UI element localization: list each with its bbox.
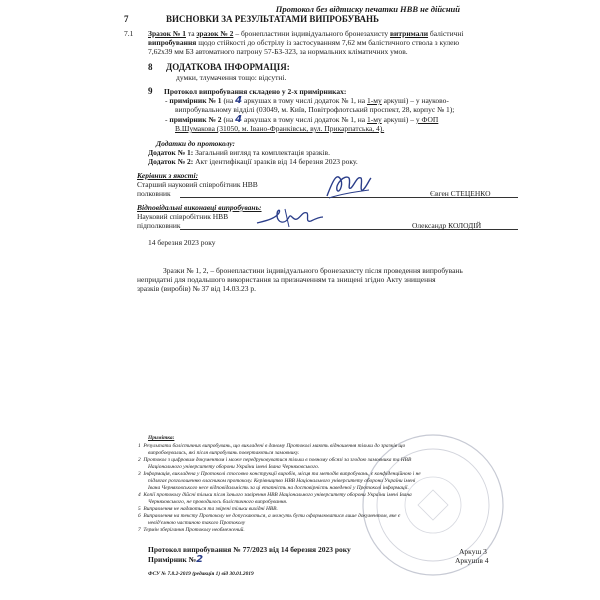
executor-signature-icon bbox=[255, 205, 325, 231]
section-7-1-number: 7.1 bbox=[124, 29, 134, 38]
note-text: Термін зберігання Протоколу необмежений. bbox=[143, 527, 245, 533]
appendix-2-label: Додаток № 2: bbox=[148, 157, 194, 166]
samples-note-line-2: непридатні для подальшого використання за призначенням та знищені згідно Акту знищення bbox=[137, 275, 436, 284]
bullet: - bbox=[165, 115, 170, 124]
section-7-title: ВИСНОВКИ ЗА РЕЗУЛЬТАТАМИ ВИПРОБУВАНЬ bbox=[166, 14, 379, 24]
note-text: Виправлення не надаються та звірені тільки вихідні НВВ. bbox=[143, 506, 278, 512]
appendix-2 bbox=[148, 157, 358, 166]
copy-1-text-a: (на bbox=[221, 96, 236, 105]
note-item bbox=[138, 443, 510, 450]
bullet: - bbox=[165, 96, 170, 105]
note-text: Результати балістичних випробувань, що викладені в даному Протоколі мають відношення тільки до зразків що bbox=[143, 443, 406, 449]
executor-position: Науковий співробітник НВВ bbox=[137, 212, 229, 221]
footer-sheets: Аркушів 4 bbox=[455, 556, 489, 565]
appendix-1 bbox=[148, 148, 330, 157]
copy-1-sheet: 1-му bbox=[366, 96, 382, 105]
sample-2-label: зразок № 2 bbox=[196, 29, 234, 38]
notes-title: Примітка: bbox=[148, 435, 175, 441]
copy-2-text-a: (на bbox=[221, 115, 236, 124]
note-item bbox=[138, 527, 510, 534]
copy-2-handwritten-count: 4 bbox=[235, 114, 243, 125]
copy-2-text-c: аркуші) – bbox=[381, 115, 416, 124]
note-number: 4 bbox=[138, 492, 141, 498]
conclusion-line-3: 7,62х39 мм БЗ автоматного патрону 57-БЗ-323, за нормальних кліматичних умов. bbox=[148, 47, 408, 56]
footer-copy bbox=[148, 555, 203, 564]
samples-note-line-3: зразків (виробів) № 37 від 14.03.23 р. bbox=[137, 284, 256, 293]
section-8-number: 8 bbox=[148, 62, 153, 72]
note-item-cont: невід'ємною частиною такого Протоколу bbox=[148, 520, 246, 526]
footer-form: ФСУ № 7.8.2-2019 (редакція 1) від 30.01.2019 bbox=[148, 571, 254, 577]
appendices-title: Додатки до протоколу: bbox=[156, 139, 235, 148]
quality-head-rank: полковник bbox=[137, 189, 171, 198]
executors-title: Відповідальні виконавці випробувань: bbox=[137, 203, 262, 212]
note-number: 6 bbox=[138, 513, 141, 519]
executor-name: Олександр КОЛОДІЙ bbox=[412, 221, 482, 230]
note-item-cont: випробовувались, які після випробувань повертаються замовнику. bbox=[148, 450, 300, 456]
section-9-number: 9 bbox=[148, 86, 153, 96]
quality-head-name: Євген СТЕЦЕНКО bbox=[430, 189, 491, 198]
appendix-1-text: Загальний вигляд та комплектація зразків. bbox=[193, 148, 330, 157]
conclusion-and: та bbox=[185, 29, 197, 38]
copy-2-line-2: В.Шумакова (31050, м. Івано-Франківськ, вул. Прикарпатська, 4). bbox=[175, 124, 385, 133]
conclusion-line-1 bbox=[148, 29, 463, 38]
conclusion-text-b: балістичні bbox=[428, 29, 464, 38]
note-item bbox=[138, 492, 510, 499]
footer-copy-handwritten: 2 bbox=[196, 554, 204, 565]
quality-head-title: Керівник з якості: bbox=[137, 171, 199, 180]
note-text: Виправлення на тексту Протоколу не допускаються, а можуть бути оформлюватися лише документом, яке є bbox=[143, 513, 401, 519]
note-number: 3 bbox=[138, 471, 141, 477]
footer-protocol: Протокол випробування № 77/2023 від 14 березня 2023 року bbox=[148, 545, 351, 554]
note-item bbox=[138, 513, 510, 520]
executor-rank: підполковник bbox=[137, 221, 181, 230]
additional-info-text: думки, тлумачення тощо: відсутні. bbox=[176, 73, 287, 82]
notes-list bbox=[138, 443, 510, 534]
conclusion-line-2 bbox=[148, 38, 459, 47]
samples-note-line-1: Зразки № 1, 2, – бронепластини індивідуального бронезахисту після проведення випробувань bbox=[163, 266, 463, 275]
note-item bbox=[138, 457, 510, 464]
footer-copy-label: Примірник № bbox=[148, 555, 197, 564]
copy-2-recipient: у ФОП bbox=[415, 115, 439, 124]
copy-2-sheet: 1-му bbox=[366, 115, 382, 124]
conclusion-text-c: щодо стійкості до обстрілу із застосуванням 7,62 мм балістичного ствола з кулею bbox=[196, 38, 460, 47]
note-text: Копії протоколу дійсні тільки після їхнього завірення НВВ Національного університету оборони України імені Івана bbox=[143, 492, 412, 498]
copy-1-label: примірник № 1 bbox=[169, 96, 222, 105]
note-number: 2 bbox=[138, 457, 141, 463]
quality-head-signature-icon bbox=[323, 170, 373, 202]
appendix-2-text: Акт ідентифікації зразків від 14 березня 2023 року. bbox=[193, 157, 358, 166]
note-item-cont: Івана Черняховського несе відповідальність за ці етапність на достовірність наведеної у Протоколі інформації. bbox=[148, 485, 409, 491]
header-note: Протокол без відтиску печатки НВВ не дійсний bbox=[275, 4, 460, 14]
note-number: 5 bbox=[138, 506, 141, 512]
copy-2-text-b: аркушах в тому числі додаток № 1, на bbox=[242, 115, 367, 124]
copy-1-handwritten-count: 4 bbox=[235, 95, 243, 106]
note-item bbox=[138, 506, 510, 513]
note-text: Протокол з цифровим документом і може передруковуватися тільки в повному обсязі за згодою замовника та НВВ bbox=[143, 457, 412, 463]
appendix-1-label: Додаток № 1: bbox=[148, 148, 194, 157]
signature-date: 14 березня 2023 року bbox=[148, 238, 216, 247]
footer-sheet: Аркуш 3 bbox=[459, 547, 487, 556]
copy-2-line-1 bbox=[165, 115, 438, 124]
quality-head-position: Старший науковий співробітник НВВ bbox=[137, 180, 258, 189]
copy-1-line-2: випробувальному відділі (03049, м. Київ, Повітрофлотський проспект, 28, корпус № 1); bbox=[175, 105, 455, 114]
section-7-number: 7 bbox=[124, 14, 129, 24]
note-item-cont: Черняховського, не проводилось балістичного випробування. bbox=[148, 499, 288, 505]
copy-1-text-c: аркуші) – у науково- bbox=[381, 96, 449, 105]
note-number: 7 bbox=[138, 527, 141, 533]
note-item bbox=[138, 471, 510, 478]
copy-1-line-1 bbox=[165, 96, 449, 105]
copy-2-label: примірник № 2 bbox=[169, 115, 222, 124]
section-8-title: ДОДАТКОВА ІНФОРМАЦІЯ: bbox=[166, 62, 290, 72]
note-number: 1 bbox=[138, 443, 141, 449]
note-item-cont: підлягає розголошенню власником протоколу. Керівництво НВВ Національного університету оборони України імені bbox=[148, 478, 416, 484]
copy-1-text-b: аркушах в тому числі додаток № 1, на bbox=[242, 96, 367, 105]
section-9-title: Протокол випробування складено у 2-х примірниках: bbox=[164, 87, 347, 96]
sample-1-label: Зразок № 1 bbox=[148, 29, 186, 38]
note-item-cont: Національного університету оборони України імені Івана Черняховського. bbox=[148, 464, 320, 470]
conclusion-text-a: – бронепластини індивідуального бронезахисту bbox=[233, 29, 390, 38]
passed-label: витримали bbox=[390, 29, 429, 38]
note-text: Інформація, викладена у Протоколі стосовно конструкції виробів, місця та методів випробувань, є конфіденційною і не bbox=[143, 471, 421, 477]
tests-label: випробування bbox=[148, 38, 197, 47]
